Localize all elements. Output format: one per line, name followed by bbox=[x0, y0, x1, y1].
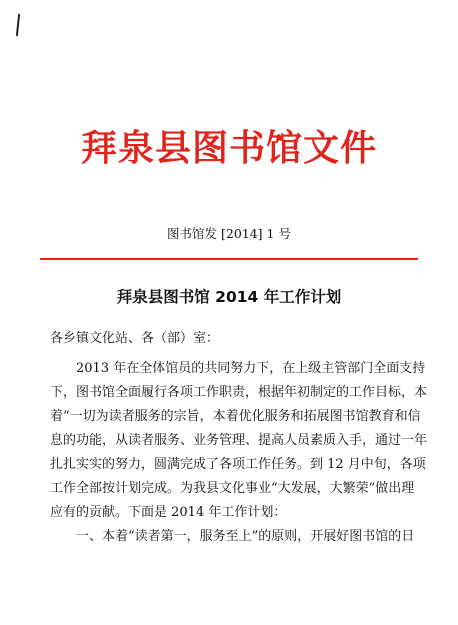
body-line: 下，图书馆全面履行各项工作职责，根据年初制定的工作目标，本 bbox=[50, 385, 428, 400]
document-number: 图书馆发 [2014] 1 号 bbox=[167, 226, 291, 241]
body-line: 应有的贡献。下面是 2014 年工作计划： bbox=[50, 505, 287, 520]
document-header-title: 拜泉县图书馆文件 bbox=[80, 127, 377, 169]
red-divider-line bbox=[40, 258, 418, 260]
body-line: 2013 年在全体馆员的共同努力下，在上级主管部门全面支持 bbox=[76, 361, 426, 376]
body-line: 工作全部按计划完成。为我县文化事业“大发展，大繁荣”做出理 bbox=[50, 481, 415, 496]
handwritten-mark bbox=[16, 14, 20, 36]
body-line: 着“一切为读者服务的宗旨，本着优化服务和拓展图书馆教育和信 bbox=[50, 409, 421, 424]
body-line: 一、本着“读者第一，服务至上”的原则，开展好图书馆的日 bbox=[76, 529, 415, 544]
document-title: 拜泉县图书馆 2014 年工作计划 bbox=[116, 288, 342, 306]
body-line: 息的功能，从读者服务、业务管理、提高人员素质入手，通过一年 bbox=[50, 433, 428, 448]
addressee: 各乡镇文化站、各（部）室： bbox=[50, 331, 220, 346]
body-line: 扎扎实实的努力，圆满完成了各项工作任务。到 12 月中旬，各项 bbox=[50, 457, 426, 472]
